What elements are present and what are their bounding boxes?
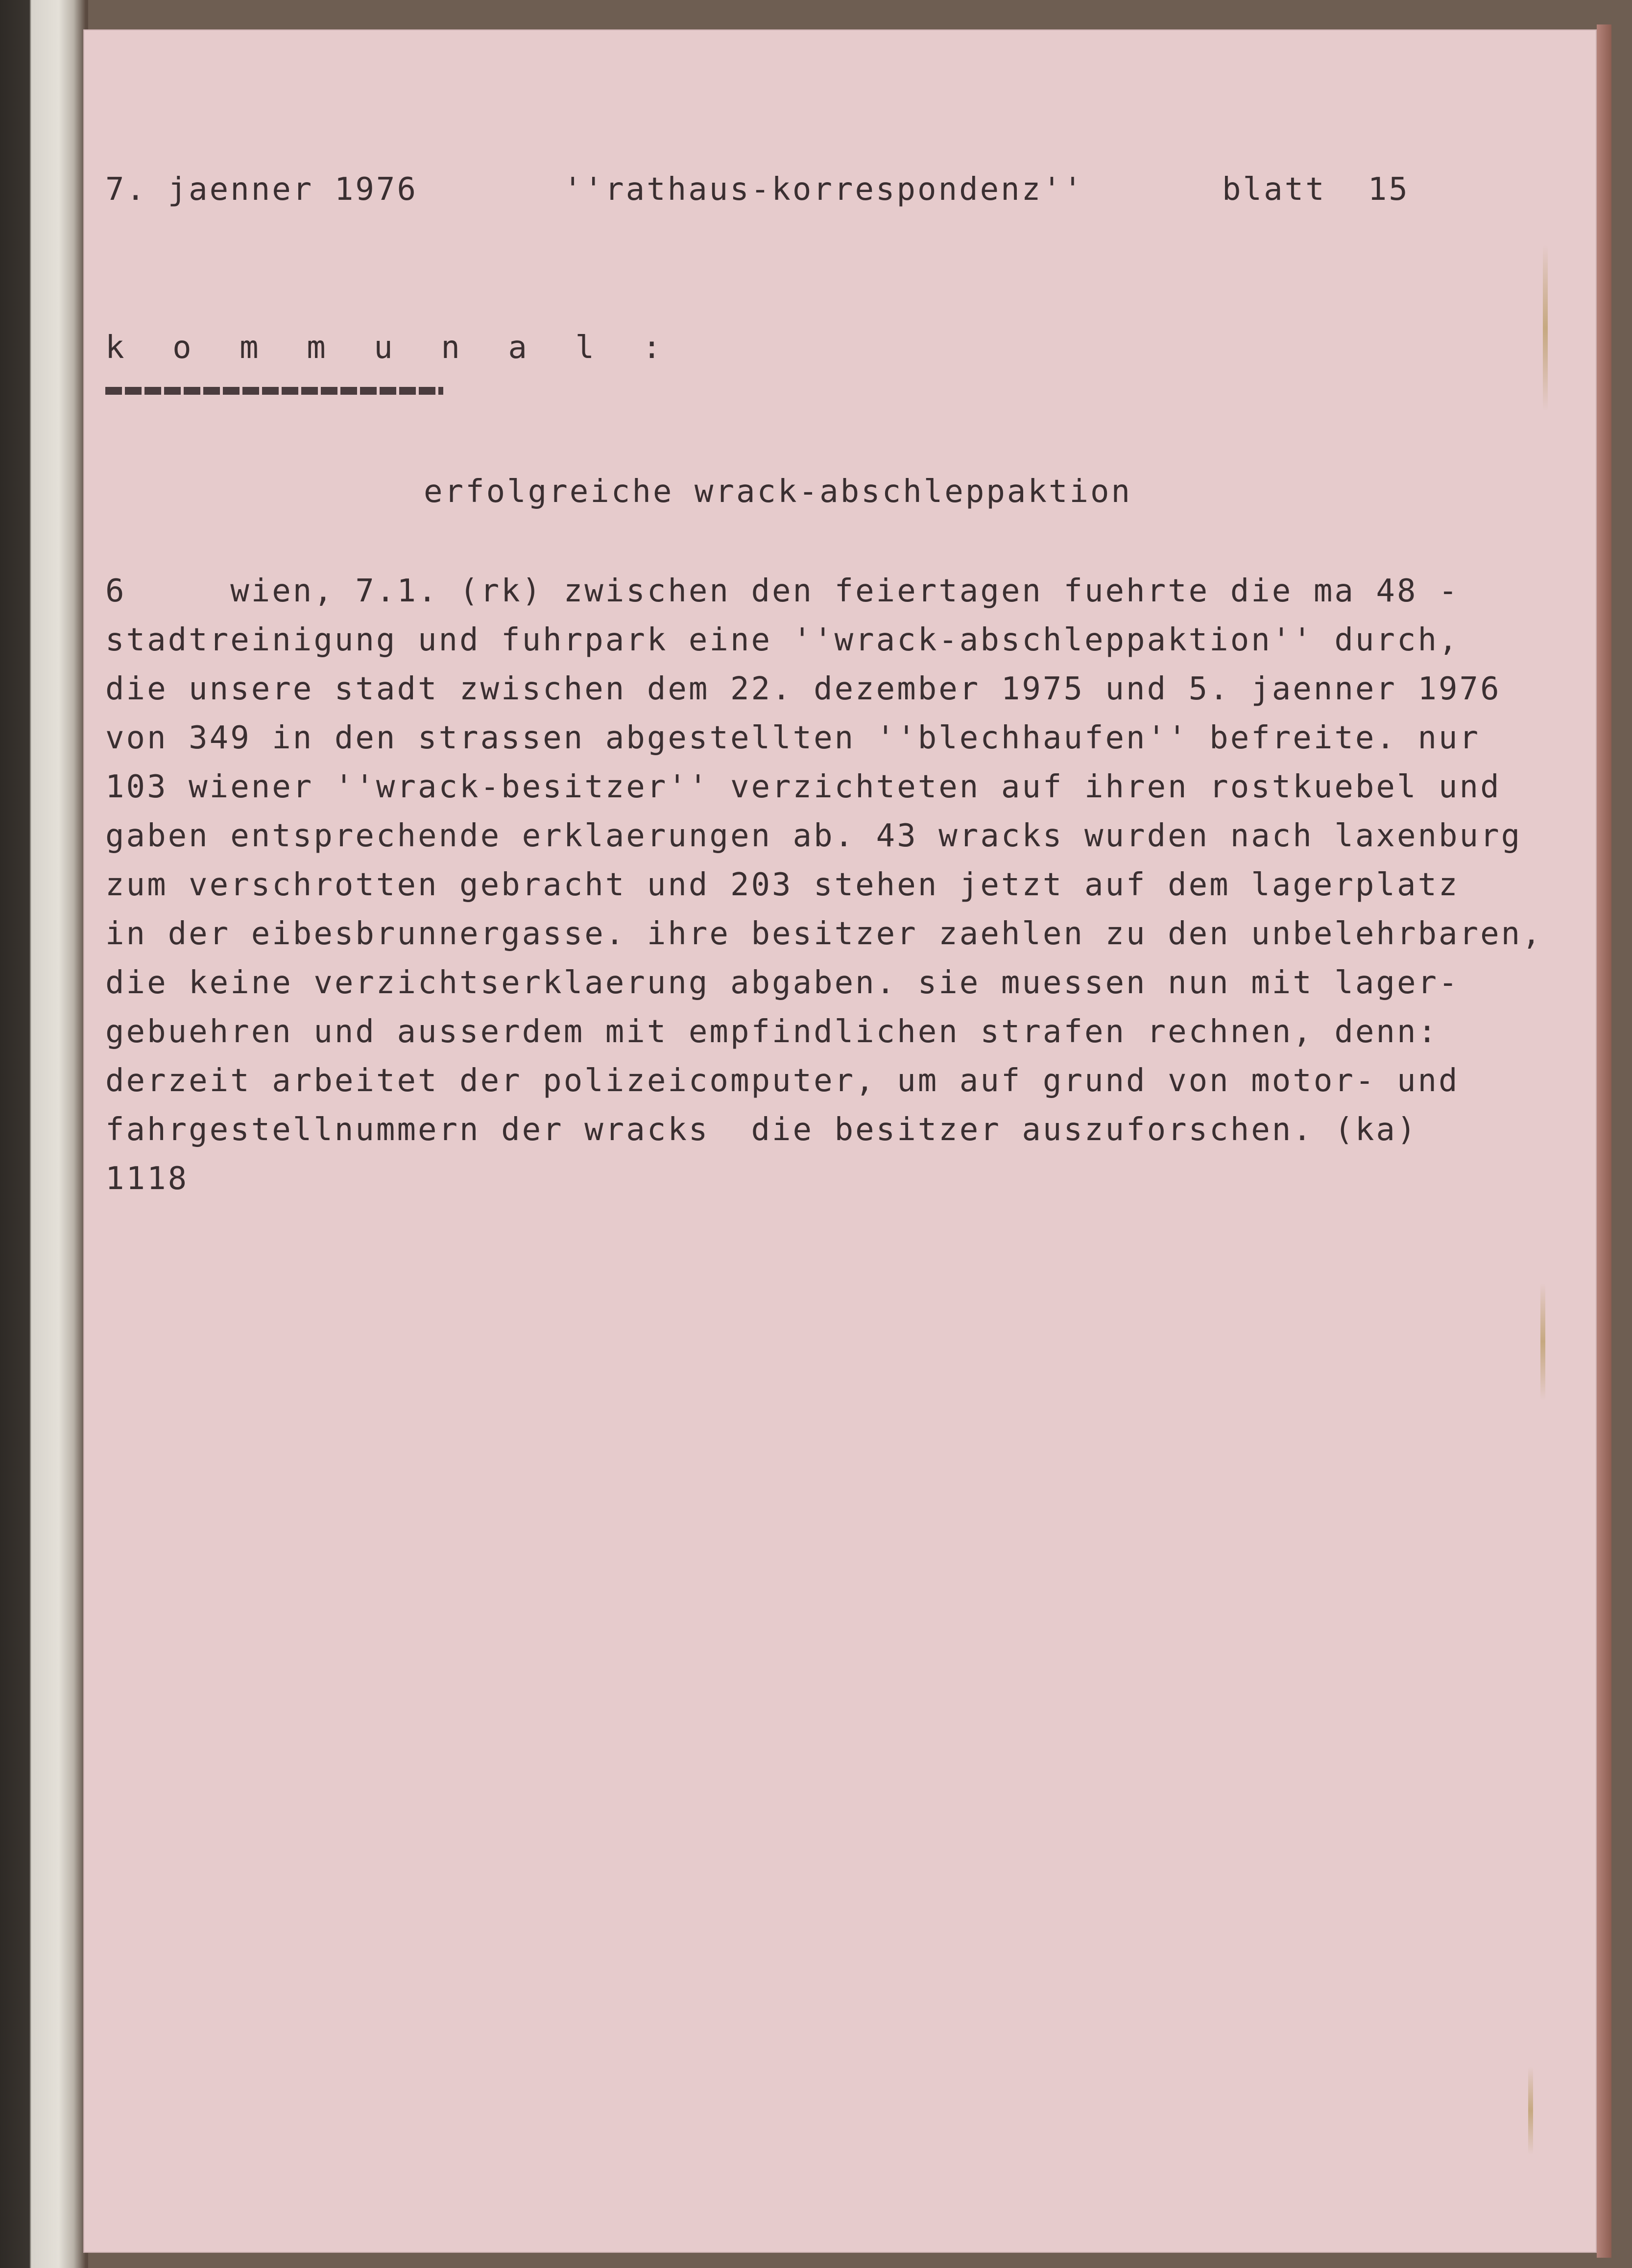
article-line: stadtreinigung und fuhrpark eine ''wrack-abschleppaktion'' durch, xyxy=(105,622,1460,658)
tape-mark-bottom xyxy=(1528,2067,1533,2155)
section-underline xyxy=(105,387,443,395)
article-title: erfolgreiche wrack-abschleppaktion xyxy=(424,474,1132,510)
article-line: 1118 xyxy=(105,1161,189,1197)
article-line: in der eibesbrunnergasse. ihre besitzer zaehlen zu den unbelehrbaren, xyxy=(105,916,1543,952)
article-line: fahrgestellnummern der wracks die besitzer auszuforschen. (ka) xyxy=(105,1112,1418,1148)
header-date: 7. jaenner 1976 xyxy=(105,171,418,208)
article-line: gebuehren und ausserdem mit empfindlichen strafen rechnen, denn: xyxy=(105,1014,1439,1050)
page-edge xyxy=(1597,24,1611,2258)
header-publication: ''rathaus-korrespondenz'' xyxy=(563,171,1084,208)
article-line: von 349 in den strassen abgestellten ''blechhaufen'' befreite. nur xyxy=(105,720,1481,756)
article-line: die keine verzichtserklaerung abgaben. sie muessen nun mit lager- xyxy=(105,965,1460,1001)
tape-mark-top xyxy=(1543,245,1548,411)
article-line: die unsere stadt zwischen dem 22. dezember 1975 und 5. jaenner 1976 xyxy=(105,671,1501,707)
binder-edge xyxy=(0,0,88,2268)
article-line: zum verschrotten gebracht und 203 stehen jetzt auf dem lagerplatz xyxy=(105,867,1460,903)
section-label: k o m m u n a l : xyxy=(105,330,676,366)
article-line: derzeit arbeitet der polizeicomputer, um auf grund von motor- und xyxy=(105,1063,1460,1099)
article-line: 6 wien, 7.1. (rk) zwischen den feiertagen fuehrte die ma 48 - xyxy=(105,573,1460,609)
tape-mark-middle xyxy=(1540,1283,1545,1401)
header-sheet: blatt 15 xyxy=(1222,171,1410,208)
article-line: 103 wiener ''wrack-besitzer'' verzichteten auf ihren rostkuebel und xyxy=(105,769,1501,805)
article-line: gaben entsprechende erklaerungen ab. 43 wracks wurden nach laxenburg xyxy=(105,818,1522,854)
